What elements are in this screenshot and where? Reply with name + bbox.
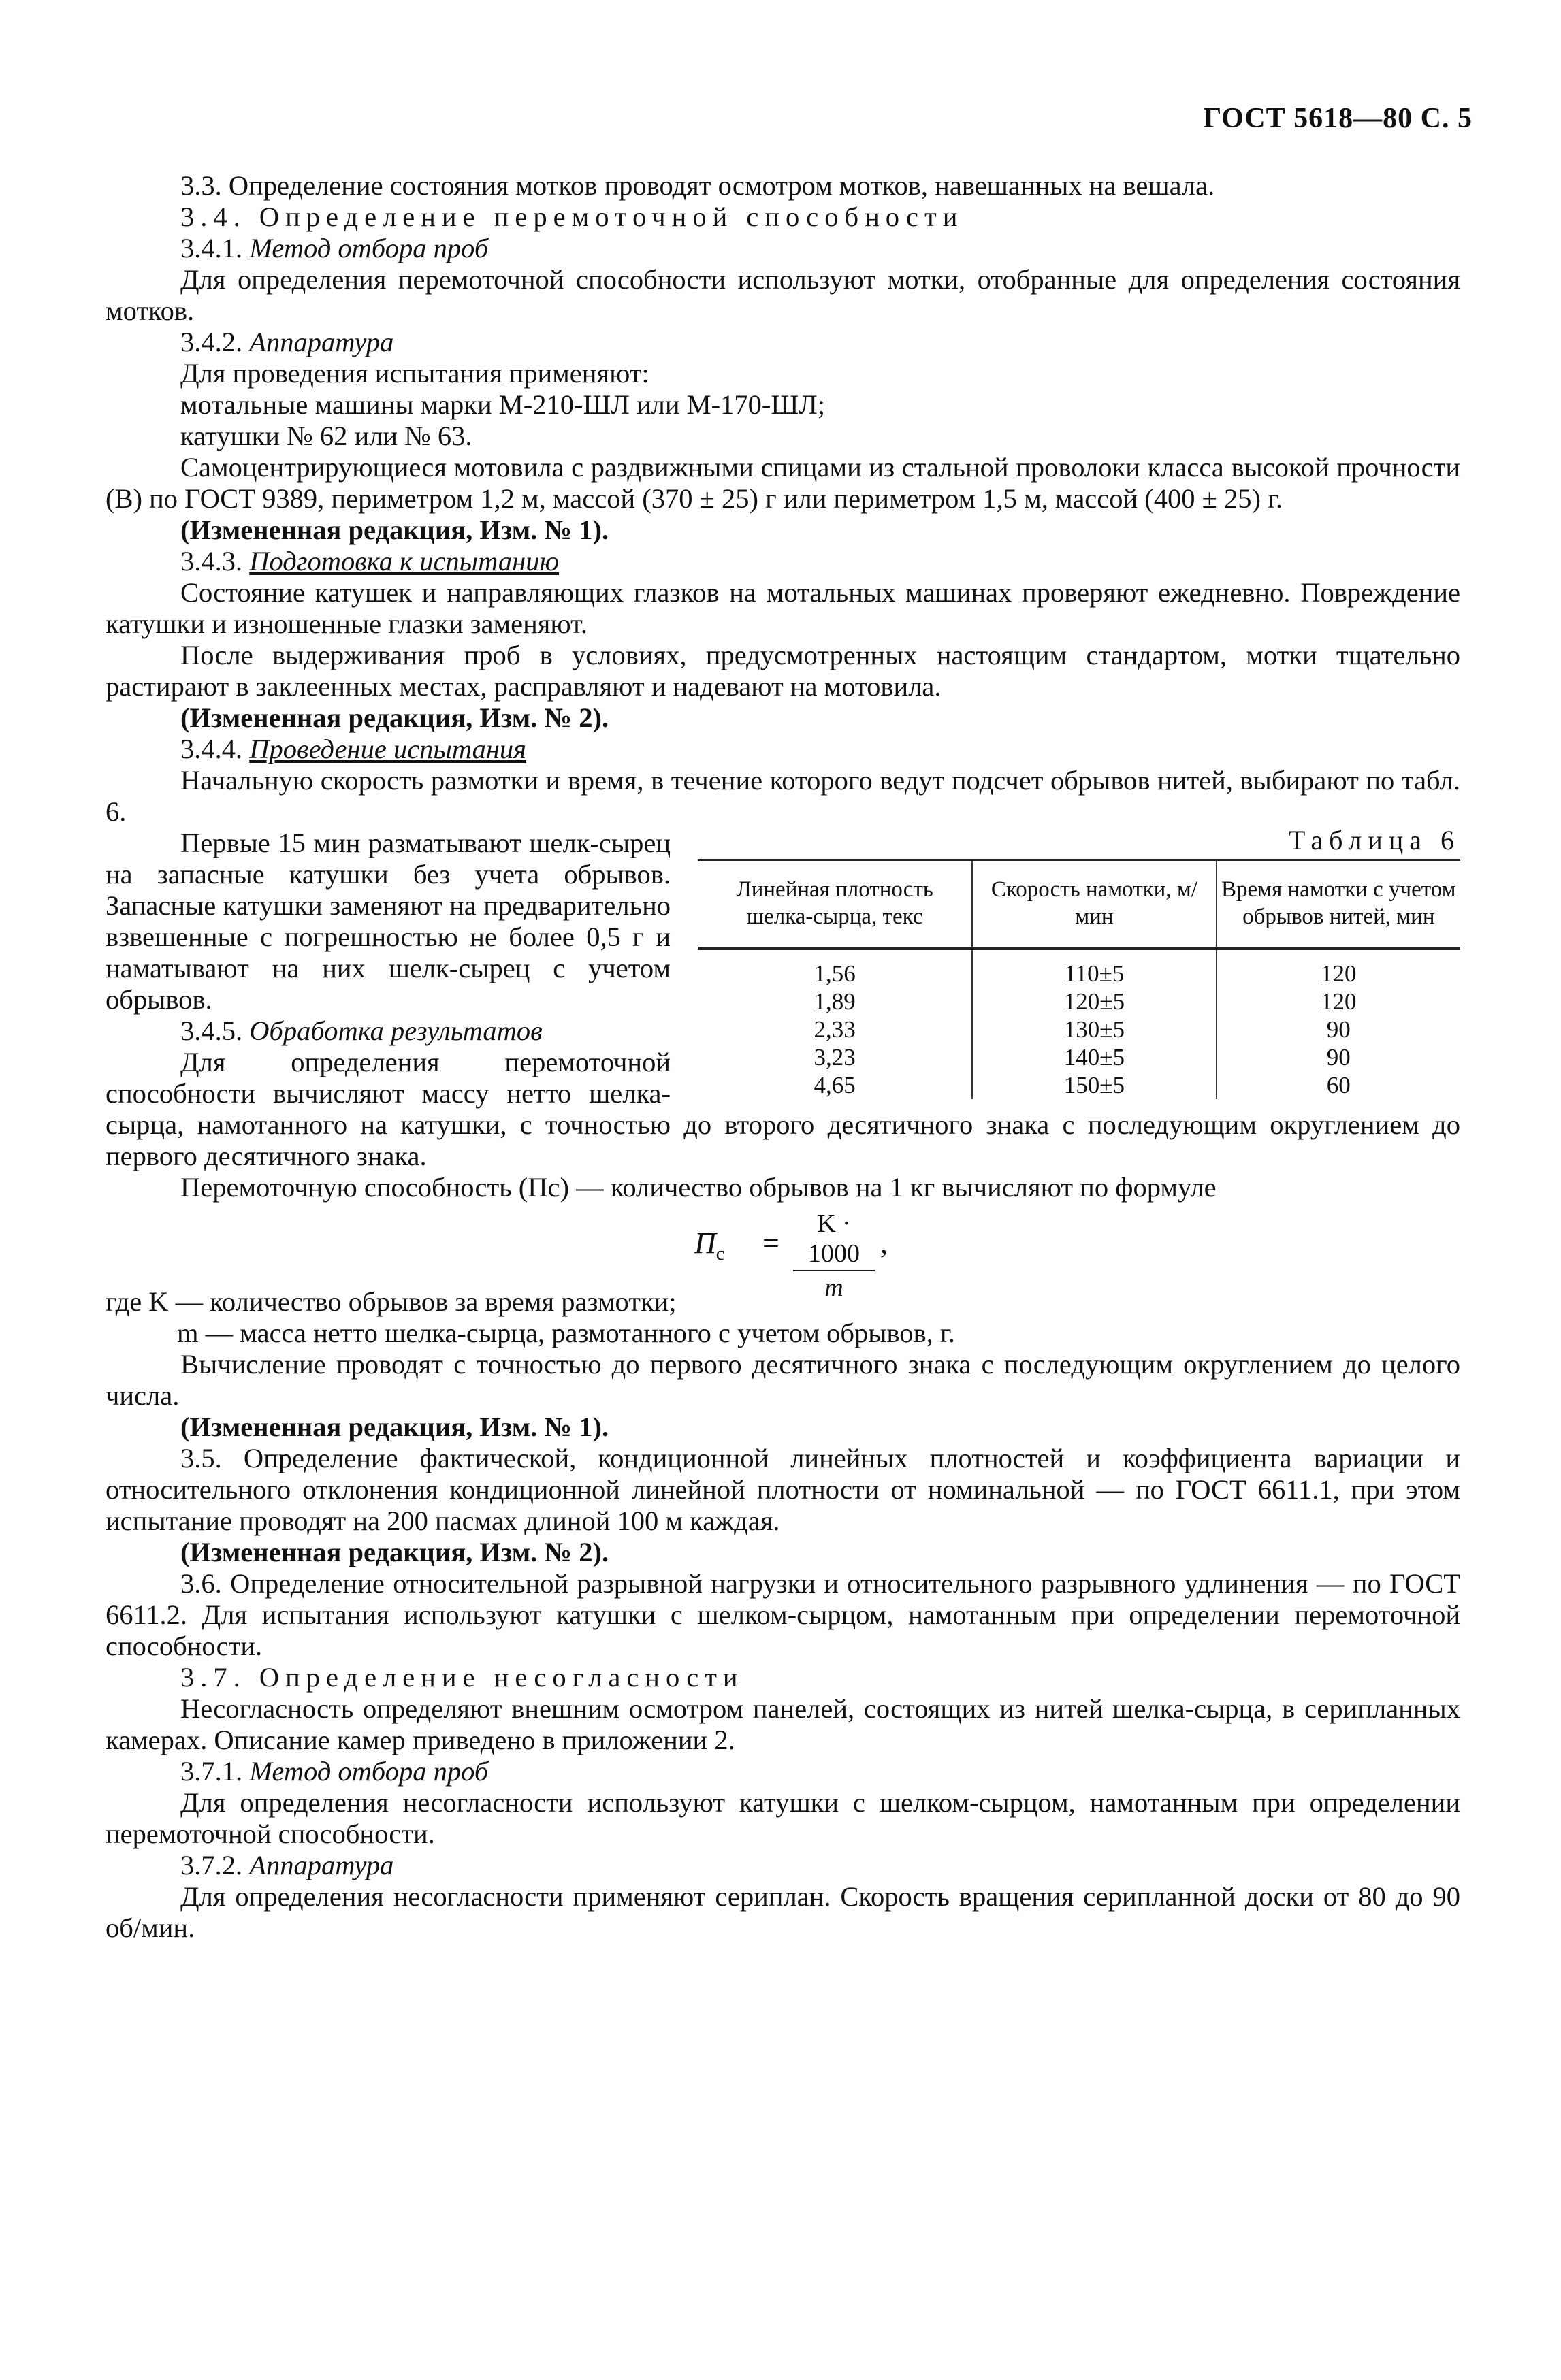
clause-number: 3.4.5. [180, 1015, 243, 1046]
amendment-note: (Измененная редакция, Изм. № 1). [180, 515, 609, 545]
clause-number: 3.4.3. [180, 546, 243, 576]
table-header-row [698, 860, 1460, 949]
table-cell: 3,23 [814, 1044, 856, 1071]
paragraph: Перемоточную способность (Пс) — количество обрывов на 1 кг вычисляют по формуле [180, 1172, 1217, 1203]
clause-title: Метод отбора проб [249, 233, 489, 263]
table-cell: 90 [1217, 1043, 1460, 1071]
formula-denominator: m [824, 1273, 843, 1302]
formula-comma: , [880, 1226, 888, 1260]
table-row [698, 988, 1460, 1015]
clause-3-4-1-heading [106, 233, 1460, 264]
column-header: Время намотки с учетом обрывов нитей, мин [1217, 860, 1460, 949]
table-cell: 120 [1217, 988, 1460, 1015]
clause-3-4-3-heading [106, 546, 1460, 577]
table-cell: 130±5 [972, 1015, 1216, 1043]
clause-title: Аппаратура [249, 1850, 394, 1880]
clause-3-7-2-heading [106, 1850, 1460, 1881]
paragraph: Для определения перемоточной способности вычисляют массу нетто шелка-сырца, намотанного на катушки, с точностью до второго десятичного знака с последующим округлением до первого десятичного знака. [106, 1047, 1460, 1171]
amendment-note: (Измененная редакция, Изм. № 2). [180, 702, 609, 733]
formula-subscript: с [715, 1243, 725, 1265]
clause-number: 3.4.4. [180, 734, 243, 764]
column-header: Скорость намотки, м/мин [972, 860, 1216, 949]
table-cell: 110±5 [972, 949, 1216, 988]
paragraph: мотальные машины марки М-210-ШЛ или М-170-ШЛ; [180, 389, 825, 420]
formula-legend-m: m — масса нетто шелка-сырца, размотанного с учетом обрывов, г. [177, 1318, 956, 1348]
table-6 [698, 825, 1460, 1099]
amendment-note: (Измененная редакция, Изм. № 1). [180, 1412, 609, 1442]
table-row [698, 1015, 1460, 1043]
clause-number: 3.7.2. [180, 1850, 243, 1880]
paragraph: Для определения несогласности используют катушки с шелком-сырцом, намотанным при определении перемоточной способности. [106, 1787, 1460, 1849]
table-caption: Таблица 6 [1288, 825, 1460, 855]
table-cell: 90 [1217, 1015, 1460, 1043]
formula-legend-k: где K — количество обрывов за время размотки; [106, 1286, 677, 1317]
formula-numerator: K · 1000 [793, 1209, 875, 1271]
paragraph: Начальную скорость размотки и время, в течение которого ведут подсчет обрывов нитей, выбирают по табл. 6. [106, 765, 1460, 827]
paragraph: Для проведения испытания применяют: [180, 358, 649, 389]
column-header: Линейная плотность шелка-сырца, текс [698, 860, 972, 949]
clause-number: 3.7.1. [180, 1756, 243, 1787]
clause-title: Подготовка к испытанию [249, 546, 560, 576]
clause-number: 3.4.2. [180, 327, 243, 357]
paragraph: Состояние катушек и направляющих глазков на мотальных машинах проверяют ежедневно. Повреждение катушки и изношенные глазки заменяют. [106, 577, 1460, 639]
paragraph: Несогласность определяют внешним осмотром панелей, состоящих из нитей шелка-сырца, в серипланных камерах. Описание камер приведено в приложении 2. [106, 1693, 1460, 1755]
table-row [698, 949, 1460, 988]
table-row [698, 1071, 1460, 1099]
table-cell: 2,33 [814, 1016, 856, 1043]
table-cell: 60 [1217, 1071, 1460, 1099]
clause-title: Проведение испытания [249, 734, 527, 764]
page-header: ГОСТ 5618—80 С. 5 [1203, 103, 1473, 134]
amendment-note: (Измененная редакция, Изм. № 2). [180, 1537, 609, 1567]
table-cell: 4,65 [814, 1072, 856, 1098]
paragraph: Первые 15 мин разматывают шелк-сырец на запасные катушки без учета обрывов. Запасные катушки заменяют на предварительно взвешенные с погрешностью не более 0,5 г и наматывают на них шелк-сырец с учетом обрывов. [106, 828, 671, 1015]
clause-3-6: 3.6. Определение относительной разрывной нагрузки и относительного разрывного удлинения — по ГОСТ 6611.2. Для испытания используют катушки с шелком-сырцом, намотанным при определении перемоточной способности. [106, 1568, 1460, 1661]
clause-title: Метод отбора проб [249, 1756, 489, 1787]
paragraph: Самоцентрирующиеся мотовила с раздвижными спицами из стальной проволоки класса высокой прочности (В) по ГОСТ 9389, периметром 1,2 м, массой (370 ± 25) г или периметром 1,5 м, массой (400 ± 25) г. [106, 452, 1460, 514]
table-cell: 1,89 [814, 988, 856, 1015]
clause-3-7-1-heading [106, 1756, 1460, 1787]
table-cell: 140±5 [972, 1043, 1216, 1071]
table-cell: 120±5 [972, 988, 1216, 1015]
table-row [698, 1043, 1460, 1071]
paragraph: Для определения перемоточной способности используют мотки, отобранные для определения состояния мотков. [106, 264, 1460, 326]
formula-symbol: П [694, 1226, 716, 1260]
document-body [106, 170, 1460, 1944]
clause-title: Обработка результатов [249, 1015, 543, 1046]
clause-3-3: 3.3. Определение состояния мотков проводят осмотром мотков, навешанных на вешала. [180, 170, 1215, 201]
formula-fraction [793, 1209, 875, 1303]
paragraph: Для определения несогласности применяют сериплан. Скорость вращения серипланной доски от 80 до 90 об/мин. [106, 1881, 1460, 1943]
paragraph: После выдерживания проб в условиях, предусмотренных настоящим стандартом, мотки тщательно растирают в заклеенных местах, расправляют и надевают на мотовила. [106, 640, 1460, 702]
clause-3-5: 3.5. Определение фактической, кондиционной линейных плотностей и коэффициента вариации и относительного отклонения кондиционной линейной плотности от номинальной — по ГОСТ 6611.1, при этом испытание проводят на 200 пасмах длиной 100 м каждая. [106, 1443, 1460, 1536]
table-cell: 150±5 [972, 1071, 1216, 1099]
clause-3-4-heading: 3.4. Определение перемоточной способности [180, 201, 964, 232]
clause-3-4-2-heading [106, 327, 1460, 358]
clause-number: 3.4.1. [180, 233, 243, 263]
paragraph: Вычисление проводят с точностью до первого десятичного знака с последующим округлением до целого числа. [106, 1349, 1460, 1411]
formula-lhs [694, 1228, 724, 1270]
table-cell: 1,56 [814, 960, 856, 987]
table-cell: 120 [1217, 949, 1460, 988]
clause-3-7-heading: 3.7. Определение несогласности [180, 1662, 744, 1693]
formula-equals: = [762, 1226, 779, 1260]
paragraph: катушки № 62 или № 63. [180, 421, 472, 451]
clause-title: Аппаратура [249, 327, 394, 357]
data-table [698, 859, 1460, 1099]
clause-3-4-4-heading [106, 734, 1460, 765]
